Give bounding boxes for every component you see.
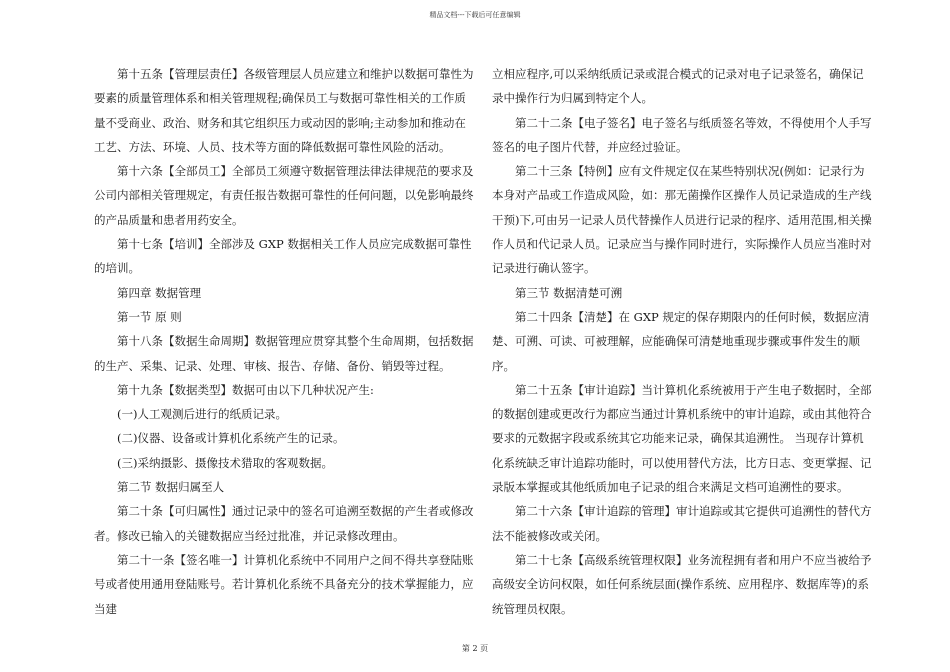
paragraph: 第十七条【培训】全部涉及 GXP 数据相关工作人员应完成数据可靠性的培训。: [94, 237, 472, 276]
paragraph: 第二十二条【电子签名】电子签名与纸质签名等效，不得使用个人手写签名的电子图片代替，并应经过验证。: [492, 115, 872, 154]
paragraph: 第二十四条【清楚】在 GXP 规定的保存期限内的任何时候，数据应清楚、可溯、可读、可被理解，应能确保可清楚地重现步骤或事件发生的顺序。: [492, 309, 870, 373]
section-heading: 第一节 原 则: [117, 309, 182, 324]
paragraph: 第二十条【可归属性】通过记录中的签名可追溯至数据的产生者或修改者。修改已输入的关键数据应当经过批准，并记录修改理由。: [94, 504, 474, 543]
paragraph: 第十五条【管理层责任】各级管理层人员应建立和维护以数据可靠性为要素的质量管理体系和相关管理规程;确保员工与数据可靠性相关的工作质量不受商业、政治、财务和其它组织压力或动因的影响;主动参加和推动在工艺、方法、环境、人员、技术等方面的降低数据可靠性风险的活动。: [94, 67, 474, 154]
page-number: 第 2 页: [461, 644, 489, 653]
paragraph: 第十六条【全部员工】全部员工须遵守数据管理法律法律规范的要求及公司内部相关管理规定，有责任报告数据可靠性的任何问题，以免影响最终的产品质量和患者用药安全。: [94, 164, 474, 227]
section-heading: 第二节 数据归属至人: [117, 480, 225, 495]
paragraph: 第十九条【数据类型】数据可由以下几种状况产生:: [117, 382, 374, 397]
section-heading: 第四章 数据管理: [117, 285, 202, 300]
right-column: [492, 62, 874, 621]
page-header: 精品文档---下载后可任意编辑: [429, 11, 521, 19]
paragraph: 第二十一条【签名唯一】计算机化系统中不同用户之间不得共享登陆账号或者使用通用登陆账号。若计算机化系统不具备充分的技术掌握能力，应当建: [94, 552, 474, 616]
section-heading: 第三节 数据清楚可溯: [515, 285, 623, 300]
paragraph: 第二十六条【审计追踪的管理】审计追踪或其它提供可追溯性的替代方法不能被修改或关闭。: [492, 504, 872, 543]
paragraph: 第二十七条【高级系统管理权限】业务流程拥有者和用户不应当被给予高级安全访问权限，如任何系统层面(操作系统、应用程序、数据库等)的系统管理员权限。: [492, 552, 872, 616]
paragraph: 立相应程序,可以采纳纸质记录或混合模式的记录对电子记录签名，确保记录中操作行为归属到特定个人。: [492, 67, 864, 106]
paragraph: 第二十五条【审计追踪】当计算机化系统被用于产生电子数据时，全部的数据创建或更改行为都应当通过计算机系统中的审计追踪，或由其他符合要求的元数据字段或系统其它功能来记录，确保其追溯性。 当现存计算机化系统缺乏审计追踪功能时，可以使用替代方法，比方日志、变更掌握、记录版本掌握或其他纸质加电子记录的组合来满足文档可追溯性的要求。: [492, 382, 872, 495]
paragraph: 第十八条【数据生命周期】数据管理应贯穿其整个生命周期，包括数据的生产、采集、记录、处理、审核、报告、存储、备份、销毁等过程。: [94, 334, 474, 373]
left-column: [94, 62, 476, 621]
paragraph: 第二十三条【特例】应有文件规定仅在某些特别状况(例如：记录行为本身对产品或工作造成风险，如：那无菌操作区操作人员记录造成的生产线干预)下,可由另一记录人员代替操作人员进行记录的程序、适用范围,相关操作人员和代记录人员。记录应当与操作同时进行，实际操作人员应当准时对记录进行确认签字。: [492, 164, 872, 276]
paragraph: (二)仪器、设备或计算机化系统产生的记录。: [117, 431, 345, 446]
paragraph: (一)人工观测后进行的纸质记录。: [117, 407, 287, 422]
paragraph: (三)采纳摄影、摄像技术猎取的客观数据。: [117, 455, 333, 470]
